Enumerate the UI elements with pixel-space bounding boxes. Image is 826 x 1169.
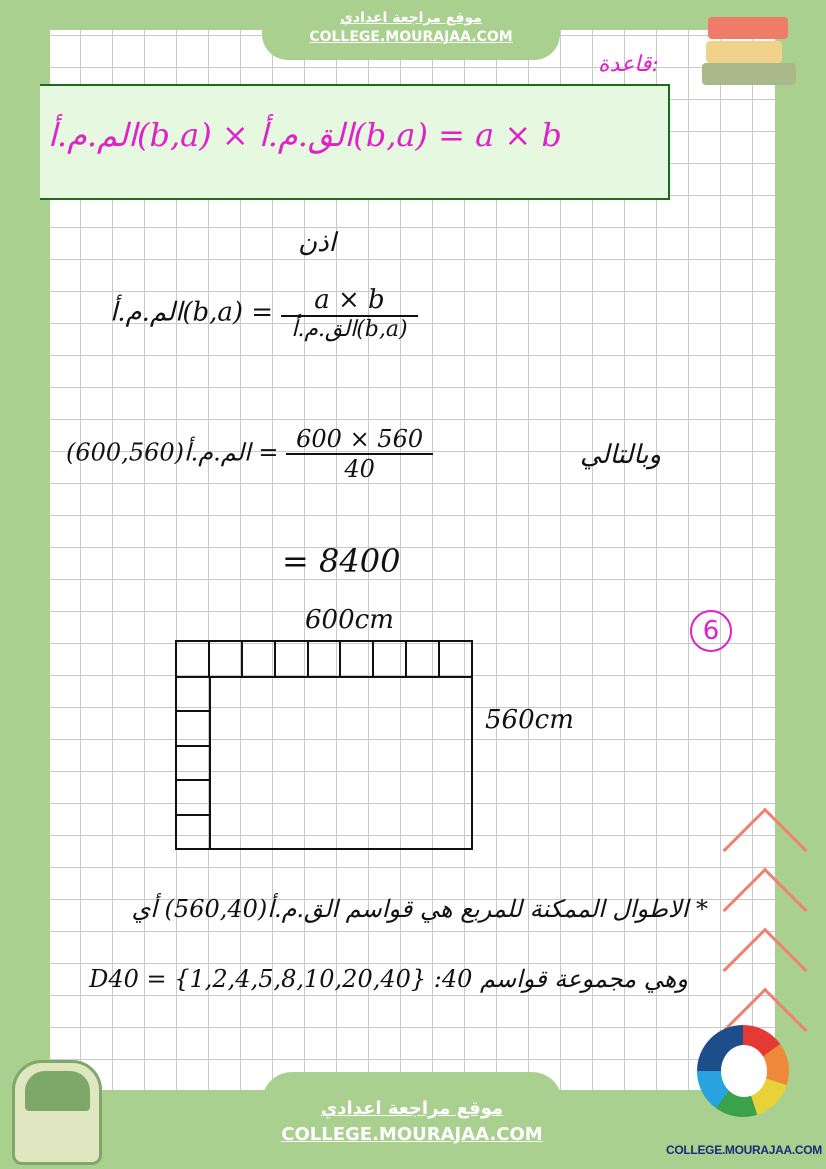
rectangle-diagram — [175, 640, 473, 850]
footer-site-arabic: موقع مراجعة اعدادي — [320, 1098, 504, 1119]
ppcm-numerator: a × b — [281, 285, 417, 317]
footer-banner — [262, 1072, 562, 1169]
footer-site-url[interactable]: COLLEGE.MOURAJAA.COM — [281, 1124, 543, 1145]
rule-formula: الم.م.أ(b,a) × الق.م.أ(b,a) = a × b — [48, 116, 562, 154]
books-icon — [700, 15, 800, 95]
answer-line-1: * الاطوال الممكنة للمربع هي قواسم الق.م.أ(560,40) أي — [131, 895, 708, 923]
therefore-label: وبالتالي — [580, 440, 661, 470]
height-label: 560cm — [485, 705, 574, 735]
calc-numerator: 600 × 560 — [286, 425, 433, 455]
header-site-arabic: موقع مراجعة اعدادي — [340, 10, 482, 26]
ppcm-denominator: الق.م.أ(b,a) — [291, 317, 408, 342]
question-number: 6 — [690, 610, 732, 652]
header-banner — [262, 0, 560, 60]
backpack-icon — [12, 1060, 102, 1165]
calc-lhs: الم.م.أ(600,560) = — [66, 438, 279, 467]
site-logo-icon — [697, 1025, 789, 1117]
rule-box — [40, 84, 670, 200]
answer-line-2: وهي مجموعة قواسم 40: D40 = {1,2,4,5,8,10,20,40} — [89, 965, 688, 993]
ppcm-lhs: الم.م.أ(b,a) = — [110, 297, 274, 328]
result: = 8400 — [282, 542, 401, 580]
rule-title: قاعدة: — [598, 52, 659, 77]
logo-text: COLLEGE.MOURAJAA.COM — [666, 1143, 823, 1157]
header-site-url[interactable]: COLLEGE.MOURAJAA.COM — [309, 29, 513, 45]
then-label: اذن — [298, 228, 336, 258]
ppcm-formula — [110, 285, 418, 342]
width-label: 600cm — [305, 605, 394, 635]
calc-formula — [66, 425, 433, 483]
calc-denominator: 40 — [344, 455, 375, 483]
